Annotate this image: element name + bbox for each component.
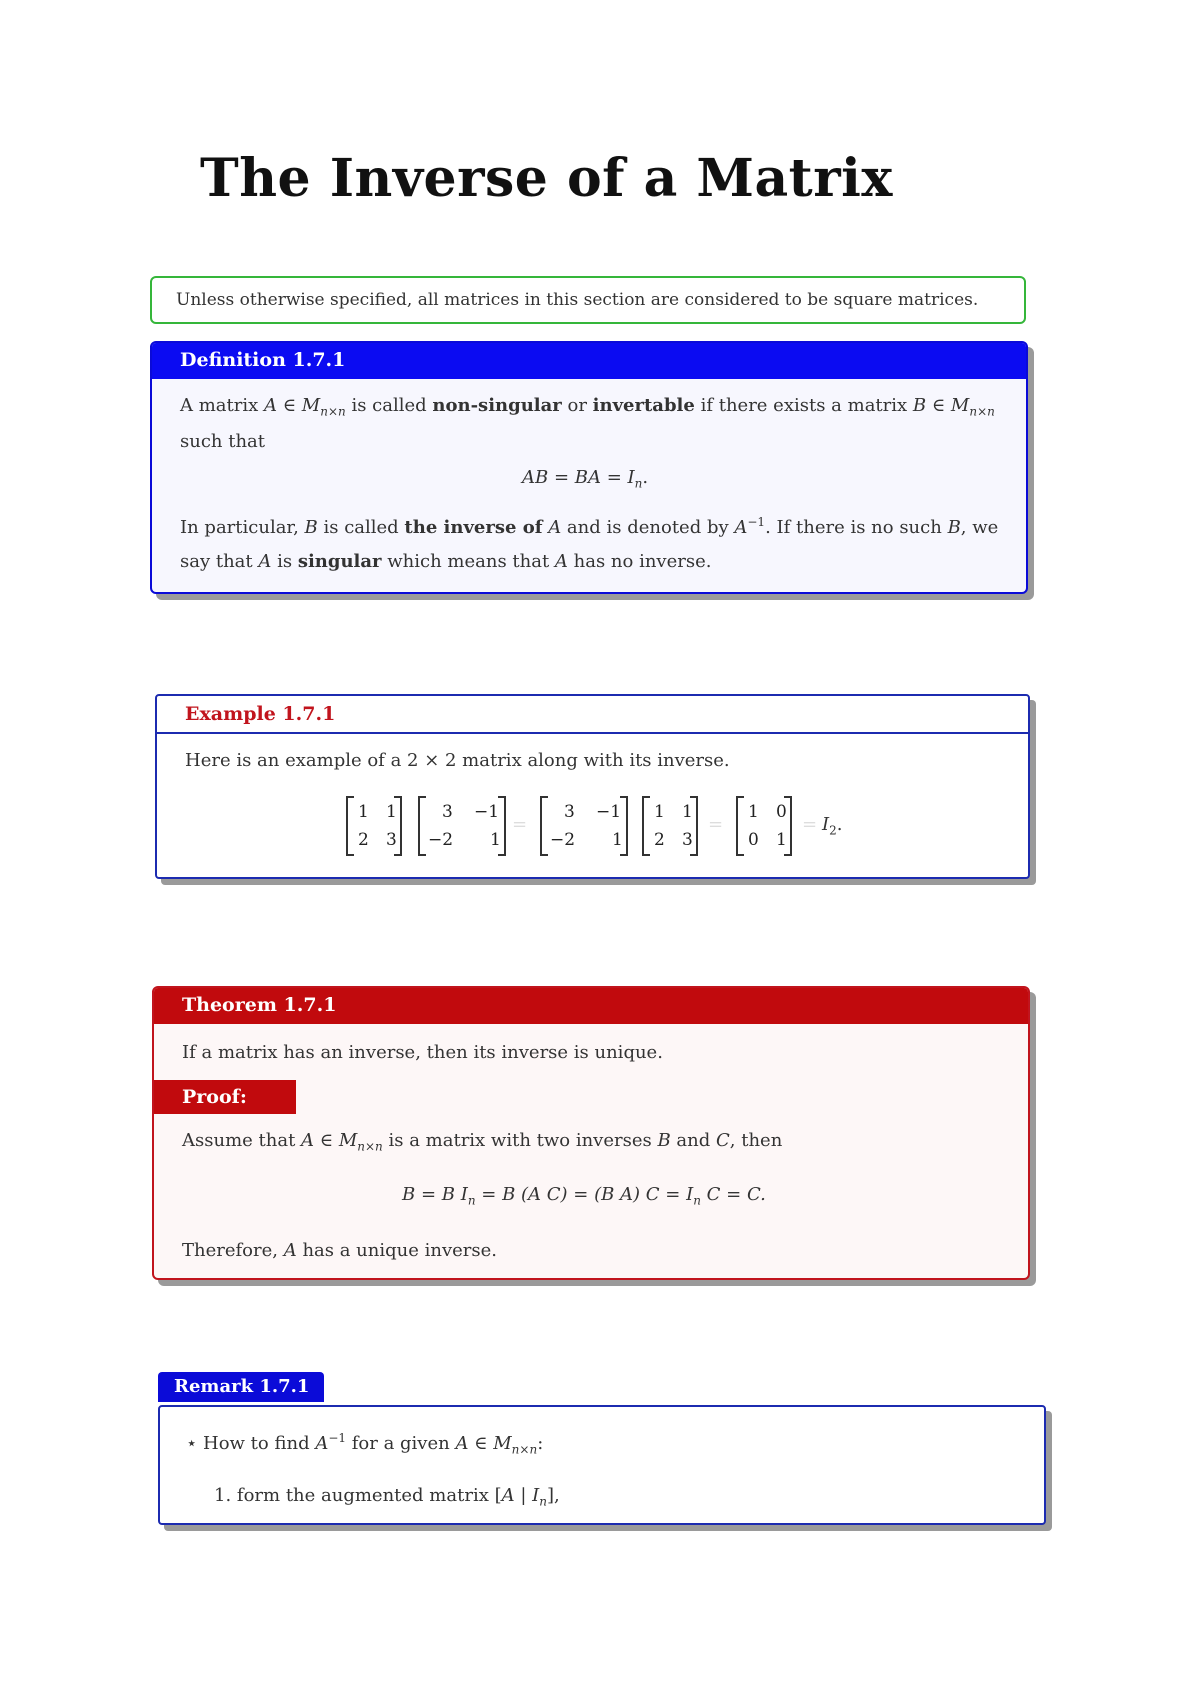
proof-line-1: Assume that A ∈ $M_{n\times n}$ is a matrix with two inverses B and C, then [182,1130,783,1154]
note-text: Unless otherwise specified, all matrices in this section are considered to be square matrices. [176,290,979,310]
definition-line-4: say that A is singular which means that A has no inverse. [180,551,712,572]
theorem-header: Theorem 1.7.1 [154,988,1028,1024]
example-text: Here is an example of a 2 × 2 matrix along with its inverse. [185,750,730,771]
remark-list-item-1: 1. form the augmented matrix [A | $I_n$], [214,1485,560,1509]
remark-line-1: ⋆ How to find $A^{-1}$ for a given A ∈ $M_{n\times n}$: [186,1431,544,1457]
matrix-A: 1 1 2 3 [346,796,402,856]
definition-equation: AB = BA = $I_n$. [522,467,649,491]
definition-line-1: A matrix A ∈ $M_{n\times n}$ is called non-singular or invertable if there exists a matrix B ∈ $M_{n\times n}$ [180,395,995,419]
identity-matrix: 1 0 0 1 [736,796,792,856]
proof-conclusion: Therefore, A has a unique inverse. [182,1240,497,1261]
theorem-statement: If a matrix has an inverse, then its inverse is unique. [182,1042,663,1063]
proof-equation: B = B $I_n = B$ (A C) = (B A) $C = I_n$ C = C. [402,1184,766,1208]
example-header: Example 1.7.1 [157,696,1028,734]
definition-line-3: In particular, B is called the inverse of A and is denoted by $A^{-1}$. If there is no such B, we [180,515,999,538]
equals-2: = [708,814,724,835]
definition-header: Definition 1.7.1 [152,343,1026,379]
matrix-A-inverse: 3 −1 −2 1 [418,796,506,856]
matrix-A-2: 1 1 2 3 [642,796,698,856]
equals-1: = [512,814,528,835]
proof-label: Proof: [154,1080,296,1114]
definition-line-2: such that [180,431,266,452]
page-title: The Inverse of a Matrix [200,148,893,209]
remark-header: Remark 1.7.1 [158,1372,324,1402]
note-box [150,276,1026,324]
remark-box [158,1405,1046,1525]
definition-box [150,341,1028,594]
matrix-A-inverse-2: 3 −1 −2 1 [540,796,628,856]
theorem-box [152,986,1030,1280]
star-icon: ⋆ [186,1433,198,1454]
identity-symbol: $I_2$. [822,814,843,838]
equals-3: = [802,814,818,835]
